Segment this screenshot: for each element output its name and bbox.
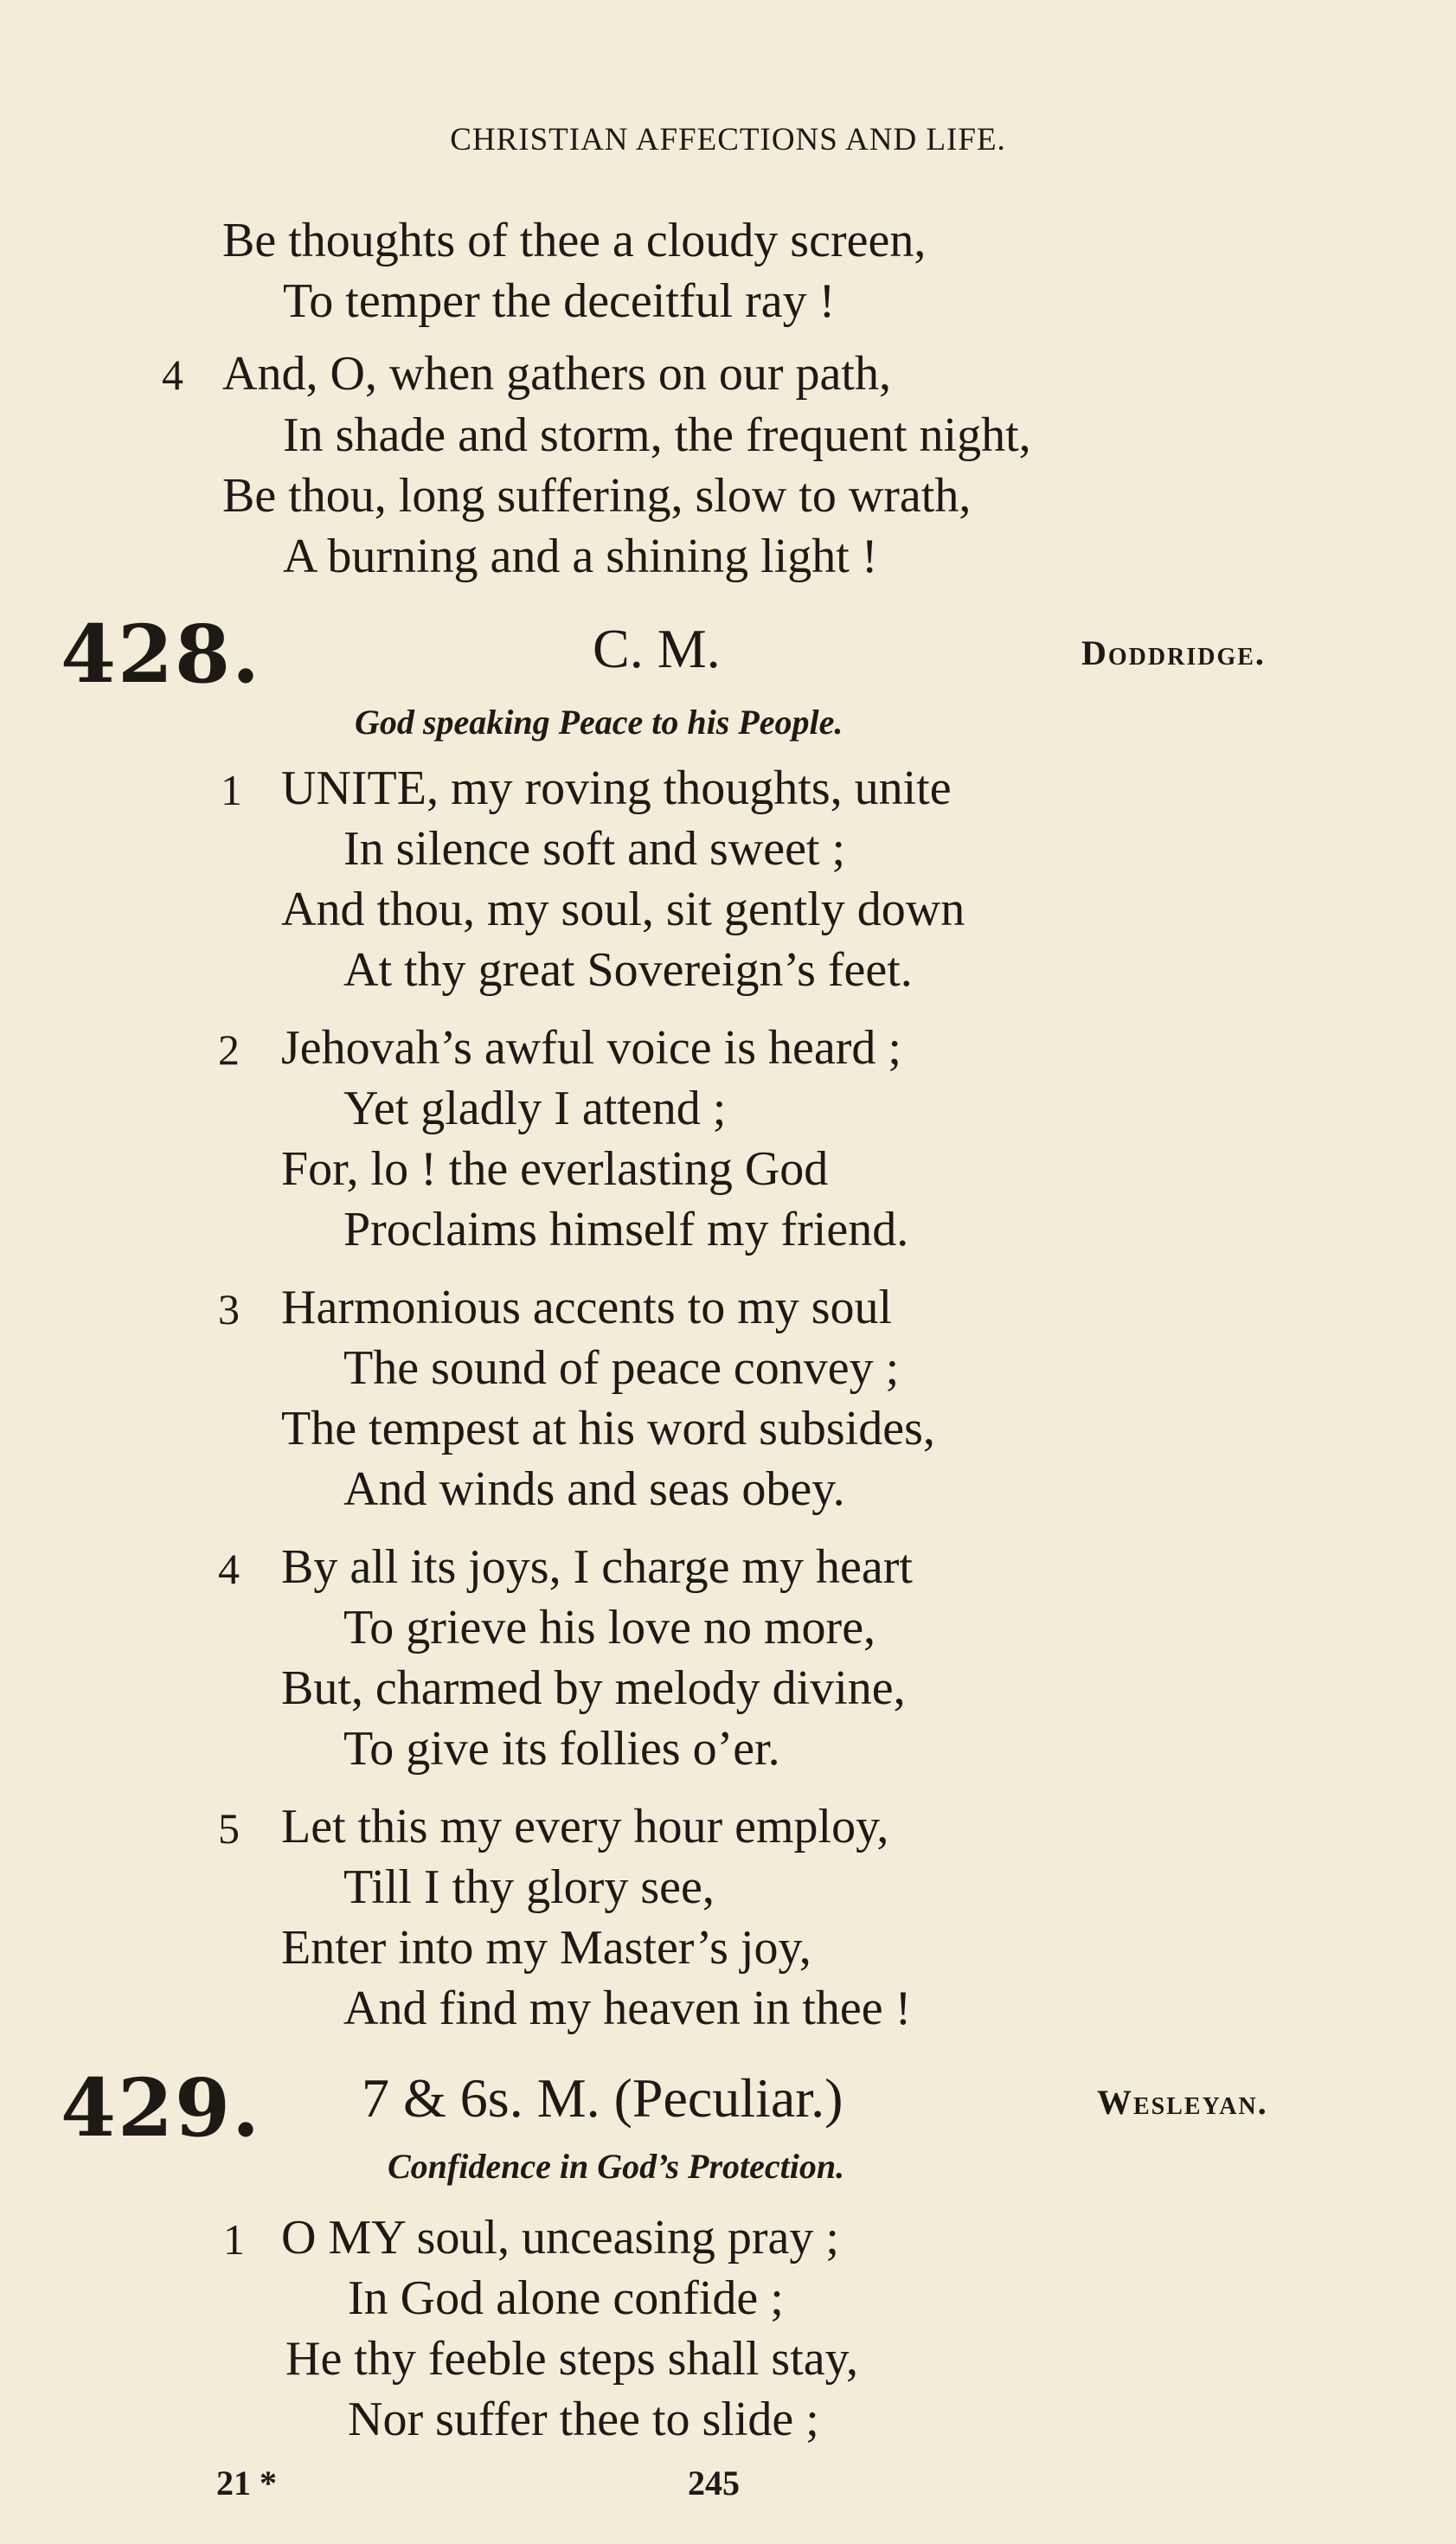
verse-line: Proclaims himself my friend. bbox=[343, 1203, 909, 1256]
verse-line: To grieve his love no more, bbox=[343, 1601, 876, 1654]
verse-line: And, O, when gathers on our path, bbox=[222, 347, 891, 401]
stanza-number: 1 bbox=[223, 2215, 245, 2264]
verse-line: Enter into my Master’s joy, bbox=[281, 1921, 811, 1975]
stanza-number: 4 bbox=[162, 350, 183, 399]
verse-line: Be thou, long suffering, slow to wrath, bbox=[222, 469, 972, 523]
verse-line: In shade and storm, the frequent night, bbox=[283, 408, 1031, 462]
verse-line: He thy feeble steps shall stay, bbox=[285, 2332, 858, 2386]
stanza-number: 2 bbox=[218, 1025, 240, 1074]
verse-line: In silence soft and sweet ; bbox=[343, 822, 846, 876]
hymn-subtitle: God speaking Peace to his People. bbox=[355, 703, 843, 742]
verse-line: Till I thy glory see, bbox=[343, 1860, 715, 1914]
hymn-number: 428. bbox=[61, 607, 262, 701]
verse-line: By all its joys, I charge my heart bbox=[281, 1540, 913, 1594]
verse-line: To give its follies o’er. bbox=[343, 1722, 780, 1776]
signature-mark: 21 * bbox=[216, 2464, 277, 2502]
stanza-number: 3 bbox=[218, 1285, 240, 1333]
verse-line: For, lo ! the everlasting God bbox=[281, 1142, 829, 1196]
page-number: 245 bbox=[688, 2464, 740, 2502]
verse-line: Let this my every hour employ, bbox=[281, 1800, 889, 1853]
hymn-author: Wesleyan. bbox=[1097, 2083, 1268, 2122]
verse-line: But, charmed by melody divine, bbox=[281, 1661, 906, 1715]
verse-line: To temper the deceitful ray ! bbox=[283, 274, 836, 328]
verse-line: Yet gladly I attend ; bbox=[343, 1082, 727, 1135]
verse-line: UNITE, my roving thoughts, unite bbox=[281, 761, 952, 815]
verse-line: O MY soul, unceasing pray ; bbox=[281, 2211, 839, 2265]
hymn-subtitle: Confidence in God’s Protection. bbox=[388, 2147, 845, 2186]
hymn-meter: 7 & 6s. M. (Peculiar.) bbox=[362, 2067, 843, 2129]
verse-line: At thy great Sovereign’s feet. bbox=[343, 943, 913, 997]
stanza-number: 4 bbox=[218, 1545, 240, 1593]
verse-line: And find my heaven in thee ! bbox=[343, 1982, 912, 2035]
hymn-number: 429. bbox=[61, 2061, 262, 2155]
verse-line: And winds and seas obey. bbox=[343, 1462, 845, 1516]
stanza-number: 1 bbox=[221, 766, 242, 814]
verse-line: The sound of peace convey ; bbox=[343, 1341, 900, 1395]
verse-line: The tempest at his word subsides, bbox=[281, 1402, 935, 1455]
hymn-meter: C. M. bbox=[593, 618, 721, 679]
hymn-author: Doddridge. bbox=[1081, 633, 1266, 672]
verse-line: And thou, my soul, sit gently down bbox=[281, 883, 965, 936]
verse-line: Nor suffer thee to slide ; bbox=[348, 2393, 819, 2446]
stanza-number: 5 bbox=[218, 1804, 240, 1853]
verse-line: Harmonious accents to my soul bbox=[281, 1281, 893, 1334]
verse-line: Be thoughts of thee a cloudy screen, bbox=[222, 214, 927, 267]
verse-line: A burning and a shining light ! bbox=[283, 530, 878, 583]
running-head: CHRISTIAN AFFECTIONS AND LIFE. bbox=[450, 122, 1006, 157]
verse-line: Jehovah’s awful voice is heard ; bbox=[281, 1021, 901, 1075]
verse-line: In God alone confide ; bbox=[348, 2271, 784, 2325]
